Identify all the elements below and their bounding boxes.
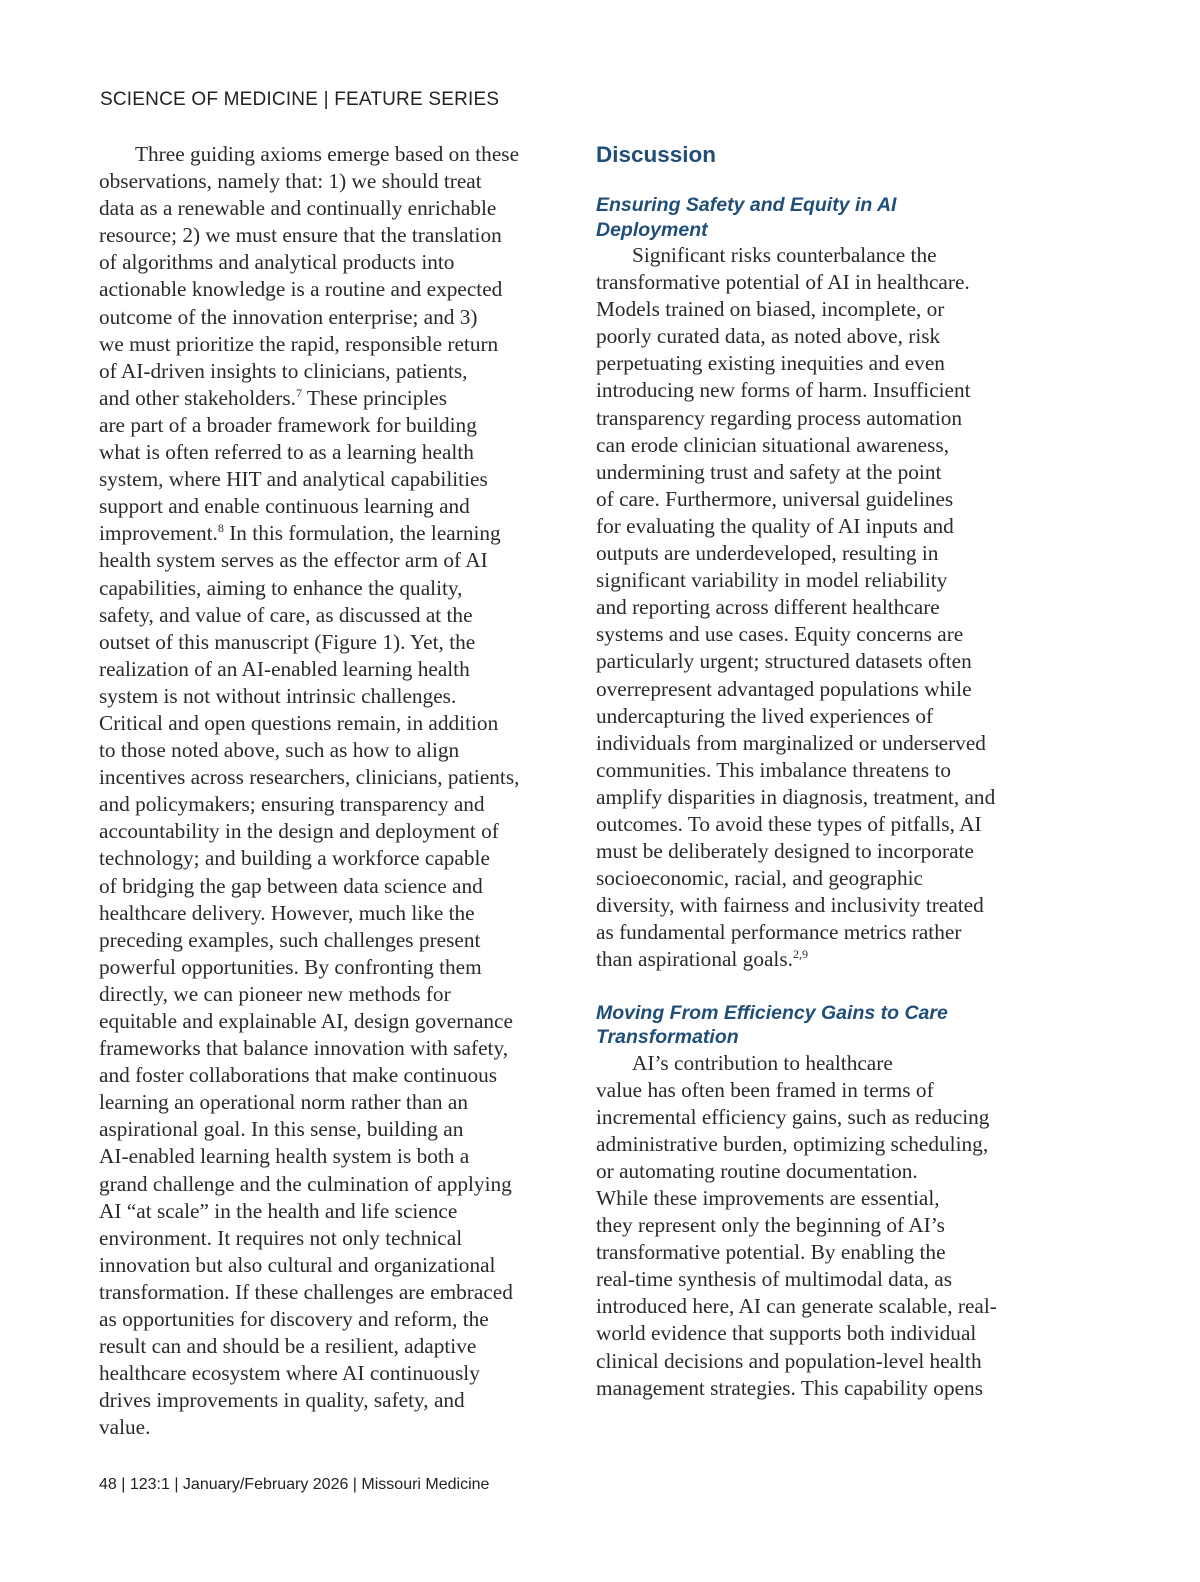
text-line: must be deliberately designed to incorporate bbox=[596, 839, 974, 864]
text-line: management strategies. This capability opens bbox=[596, 1375, 983, 1400]
text-line: individuals from marginalized or underserved bbox=[596, 730, 986, 755]
text-line: powerful opportunities. By confronting them bbox=[99, 954, 482, 979]
text-line: introduced here, AI can generate scalable, real- bbox=[596, 1294, 997, 1319]
text-line: are part of a broader framework for building bbox=[99, 412, 477, 437]
citation-ref-2-9[interactable]: 2,9 bbox=[792, 947, 808, 962]
text-fragment: and other stakeholders. bbox=[99, 385, 296, 410]
text-line: what is often referred to as a learning health bbox=[99, 440, 474, 465]
text-line: of care. Furthermore, universal guidelines bbox=[596, 486, 954, 511]
text-line: of AI-driven insights to clinicians, patients, bbox=[99, 358, 468, 383]
text-line: outcome of the innovation enterprise; and 3) bbox=[99, 304, 478, 329]
text-line: accountability in the design and deployment of bbox=[99, 819, 499, 844]
subheading-line: Deployment bbox=[596, 218, 708, 241]
text-line: directly, we can pioneer new methods for bbox=[99, 981, 451, 1006]
paragraph-gap bbox=[596, 974, 1036, 1001]
text-line: incentives across researchers, clinicians, patients, bbox=[99, 765, 520, 790]
text-line: undermining trust and safety at the point bbox=[596, 459, 942, 484]
left-column bbox=[99, 141, 554, 1442]
text-line: they represent only the beginning of AI’s bbox=[596, 1213, 945, 1238]
text-line: overrepresent advantaged populations while bbox=[596, 676, 972, 701]
subheading-safety-equity bbox=[596, 193, 1036, 242]
text-line: or automating routine documentation. bbox=[596, 1158, 918, 1183]
text-line: capabilities, aiming to enhance the quality, bbox=[99, 575, 463, 600]
text-line: as opportunities for discovery and reform, the bbox=[99, 1307, 489, 1332]
text-line: and reporting across different healthcare bbox=[596, 595, 940, 620]
text-line: transformation. If these challenges are embraced bbox=[99, 1279, 513, 1304]
text-line: socioeconomic, racial, and geographic bbox=[596, 866, 924, 891]
text-line: real-time synthesis of multimodal data, as bbox=[596, 1267, 953, 1292]
text-line: Three guiding axioms emerge based on these bbox=[135, 142, 520, 166]
text-line: outputs are underdeveloped, resulting in bbox=[596, 541, 939, 566]
text-line: realization of an AI-enabled learning health bbox=[99, 656, 470, 681]
text-line: transformative potential of AI in healthcare. bbox=[596, 270, 970, 295]
text-line: outcomes. To avoid these types of pitfalls, AI bbox=[596, 811, 982, 836]
text-line: for evaluating the quality of AI inputs and bbox=[596, 513, 954, 538]
text-line: amplify disparities in diagnosis, treatment, and bbox=[596, 784, 996, 809]
text-line: health system serves as the effector arm of AI bbox=[99, 548, 488, 573]
text-line: as fundamental performance metrics rather bbox=[596, 920, 962, 945]
text-line: perpetuating existing inequities and even bbox=[596, 351, 945, 376]
text-line: safety, and value of care, as discussed at the bbox=[99, 602, 473, 627]
text-line: support and enable continuous learning and bbox=[99, 494, 470, 519]
text-line: communities. This imbalance threatens to bbox=[596, 757, 952, 782]
text-line: particularly urgent; structured datasets often bbox=[596, 649, 972, 674]
text-line: innovation but also cultural and organizational bbox=[99, 1252, 496, 1277]
subheading-efficiency-transformation bbox=[596, 1001, 1036, 1050]
text-line: significant variability in model reliability bbox=[596, 568, 948, 593]
text-line: aspirational goal. In this sense, building an bbox=[99, 1117, 464, 1142]
text-line: While these improvements are essential, bbox=[596, 1186, 940, 1210]
text-line: value has often been framed in terms of bbox=[596, 1077, 934, 1102]
text-line: AI-enabled learning health system is both a bbox=[99, 1144, 470, 1169]
text-line: introducing new forms of harm. Insufficient bbox=[596, 378, 971, 403]
text-line: drives improvements in quality, safety, and bbox=[99, 1388, 465, 1413]
text-line: actionable knowledge is a routine and expected bbox=[99, 277, 503, 302]
text-line: healthcare delivery. However, much like the bbox=[99, 900, 475, 925]
text-line: Critical and open questions remain, in addition bbox=[99, 710, 499, 735]
text-line: and foster collaborations that make continuous bbox=[99, 1063, 498, 1088]
subheading-line: Moving From Efficiency Gains to Care bbox=[596, 1001, 948, 1024]
page-footer: 48 | 123:1 | January/February 2026 | Missouri Medicine bbox=[99, 1476, 490, 1493]
text-fragment: improvement. bbox=[99, 521, 218, 546]
text-line: equitable and explainable AI, design governance bbox=[99, 1009, 513, 1033]
text-line: environment. It requires not only technical bbox=[99, 1225, 463, 1250]
text-line: result can and should be a resilient, adaptive bbox=[99, 1334, 477, 1359]
text-line: undercapturing the lived experiences of bbox=[596, 703, 934, 728]
text-line: transparency regarding process automation bbox=[596, 405, 963, 430]
text-line: learning an operational norm rather than an bbox=[99, 1090, 468, 1115]
text-line: system, where HIT and analytical capabilities bbox=[99, 467, 488, 492]
text-line: poorly curated data, as noted above, risk bbox=[596, 324, 941, 349]
text-line: of bridging the gap between data science and bbox=[99, 873, 483, 898]
text-line-with-citation bbox=[99, 385, 554, 412]
text-line: to those noted above, such as how to align bbox=[99, 738, 460, 763]
text-line: technology; and building a workforce capable bbox=[99, 846, 490, 871]
text-line: and policymakers; ensuring transparency and bbox=[99, 792, 485, 817]
text-fragment: than aspirational goals. bbox=[596, 947, 793, 972]
text-line: systems and use cases. Equity concerns are bbox=[596, 622, 964, 647]
section-heading-discussion: Discussion bbox=[596, 142, 717, 167]
text-line: preceding examples, such challenges present bbox=[99, 927, 481, 952]
text-line: diversity, with fairness and inclusivity treated bbox=[596, 893, 984, 918]
text-line: administrative burden, optimizing scheduling, bbox=[596, 1131, 989, 1156]
text-line: healthcare ecosystem where AI continuously bbox=[99, 1361, 480, 1386]
text-line: outset of this manuscript (Figure 1). Yet, the bbox=[99, 629, 476, 654]
subheading-line: Transformation bbox=[596, 1026, 739, 1049]
text-line: clinical decisions and population-level health bbox=[596, 1348, 982, 1373]
text-line: AI “at scale” in the health and life science bbox=[99, 1198, 458, 1223]
citation-ref-8[interactable]: 8 bbox=[217, 521, 224, 536]
subheading-line: Ensuring Safety and Equity in AI bbox=[596, 194, 897, 216]
text-line: incremental efficiency gains, such as reducing bbox=[596, 1104, 990, 1129]
text-line: resource; 2) we must ensure that the translation bbox=[99, 223, 502, 248]
text-fragment: In this formulation, the learning bbox=[223, 521, 501, 546]
running-header: SCIENCE OF MEDICINE | FEATURE SERIES bbox=[100, 89, 500, 110]
text-line: system is not without intrinsic challenges. bbox=[99, 683, 457, 708]
text-line: world evidence that supports both individual bbox=[596, 1321, 977, 1346]
text-line: can erode clinician situational awareness, bbox=[596, 432, 950, 457]
text-line-with-citation bbox=[596, 946, 1036, 973]
text-line: transformative potential. By enabling the bbox=[596, 1240, 946, 1265]
text-line-with-citation bbox=[99, 520, 554, 547]
text-line: frameworks that balance innovation with safety, bbox=[99, 1036, 509, 1061]
text-line: Models trained on biased, incomplete, or bbox=[596, 297, 945, 322]
text-line: AI’s contribution to healthcare bbox=[632, 1050, 893, 1075]
citation-ref-7[interactable]: 7 bbox=[295, 385, 302, 400]
text-line: Significant risks counterbalance the bbox=[632, 243, 937, 267]
text-line: observations, namely that: 1) we should treat bbox=[99, 169, 482, 194]
right-column bbox=[596, 141, 1036, 1402]
text-line: data as a renewable and continually enrichable bbox=[99, 196, 497, 221]
text-line: we must prioritize the rapid, responsible return bbox=[99, 331, 499, 356]
text-line: value. bbox=[99, 1415, 151, 1440]
text-line: grand challenge and the culmination of applying bbox=[99, 1171, 512, 1196]
text-line: of algorithms and analytical products into bbox=[99, 250, 455, 275]
text-fragment: These principles bbox=[301, 385, 448, 410]
